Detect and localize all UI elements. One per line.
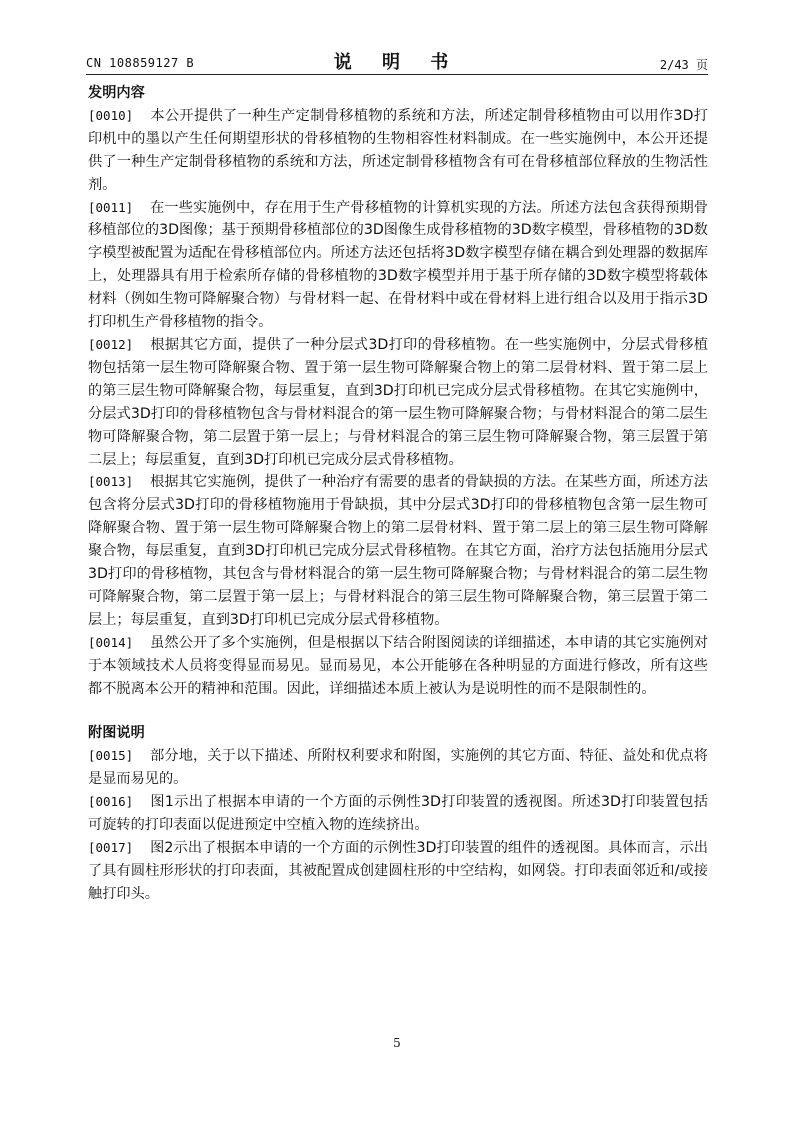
paragraph-text: 根据其它方面，提供了一种分层式3D打印的骨移植物。在一些实施例中，分层式骨移植物包括第一层生物可降解聚合物、置于第一层生物可降解聚合物上的第二层骨材料、置于第二层上的第三层生物可降解聚合物，每层重复，直到3D打印机已完成分层式骨移植物。在其它实施例中，分层式3D打印的骨移植物包含与骨材料混合的第一层生物可降解聚合物；与骨材料混合的第二层生物可降解聚合物，第二层置于第一层上；与骨材料混合的第三层生物可降解聚合物，第三层置于第二层上；每层重复，直到3D打印机已完成分层式骨移植物。 [88, 336, 708, 468]
section-gap [88, 700, 708, 722]
paragraph [88, 837, 708, 906]
paragraph-number: [0011] [88, 199, 134, 215]
patent-number: CN 108859127 B [86, 56, 195, 70]
paragraph [88, 105, 708, 197]
paragraph-number: [0010] [88, 107, 134, 123]
paragraph-number: [0013] [88, 474, 134, 490]
paragraph-text: 根据其它实施例，提供了一种治疗有需要的患者的骨缺损的方法。在某些方面，所述方法包含将分层式3D打印的骨移植物施用于骨缺损，其中分层式3D打印的骨移植物包含第一层生物可降解聚合物、置于第一层生物可降解聚合物上的第二层骨材料、置于第二层上的第三层生物可降解聚合物，每层重复，直到3D打印机已完成分层式骨移植物。在其它方面，治疗方法包括施用分层式3D打印的骨移植物，其包含与骨材料混合的第一层生物可降解聚合物；与骨材料混合的第二层生物可降解聚合物，第二层置于第一层上；与骨材料混合的第三层生物可降解聚合物，第三层置于第二层上；每层重复，直到3D打印机已完成分层式骨移植物。 [88, 474, 708, 628]
section-summary [88, 82, 708, 700]
page-number: 5 [393, 1036, 401, 1050]
paragraph [88, 334, 708, 471]
paragraph-number: [0012] [88, 336, 134, 352]
section-heading: 发明内容 [88, 85, 145, 101]
section-figures [88, 722, 708, 905]
paragraph-number: [0016] [88, 794, 134, 810]
page-header [86, 44, 708, 72]
paragraph-text: 部分地，关于以下描述、所附权利要求和附图，实施例的其它方面、特征、益处和优点将是显而易见的。 [88, 748, 708, 788]
paragraph-text: 图1示出了根据本申请的一个方面的示例性3D打印装置的透视图。所述3D打印装置包括可旋转的打印表面以促进预定中空植入物的连续挤出。 [88, 794, 708, 834]
page-info: 2/43 页 [659, 58, 708, 72]
paragraph-text: 本公开提供了一种生产定制骨移植物的系统和方法，所述定制骨移植物由可以用作3D打印机中的墨以产生任何期望形状的骨移植物的生物相容性材料制成。在一些实施例中，本公开还提供了一种生产定制骨移植物的系统和方法，所述定制骨移植物含有可在骨移植部位释放的生物活性剂。 [88, 107, 708, 193]
paragraph [88, 197, 708, 334]
paragraph-text: 图2示出了根据本申请的一个方面的示例性3D打印装置的组件的透视图。具体而言，示出了具有圆柱形形状的打印表面，其被配置成创建圆柱形的中空结构，如网袋。打印表面邻近和/或接触打印头。 [88, 840, 708, 902]
header-rule [86, 74, 708, 75]
paragraph-number: [0015] [88, 748, 134, 764]
section-heading: 附图说明 [88, 725, 145, 742]
paragraph-number: [0017] [88, 840, 134, 855]
document-body [88, 82, 708, 906]
paragraph [88, 632, 708, 701]
paragraph [88, 791, 708, 837]
paragraph-number: [0014] [88, 634, 134, 650]
paragraph [88, 745, 708, 791]
paragraph-text: 虽然公开了多个实施例，但是根据以下结合附图阅读的详细描述，本申请的其它实施例对于本领域技术人员将变得显而易见。显而易见，本公开能够在各种明显的方面进行修改，所有这些都不脱离本公开的精神和范围。因此，详细描述本质上被认为是说明性的而不是限制性的。 [88, 634, 708, 697]
paragraph [88, 471, 708, 631]
document-title: 说 明 书 [333, 52, 461, 73]
paragraph-text: 在一些实施例中，存在用于生产骨移植物的计算机实现的方法。所述方法包含获得预期骨移植部位的3D图像；基于预期骨移植部位的3D图像生成骨移植物的3D数字模型，骨移植物的3D数字模型被配置为适配在骨移植部位内。所述方法还包括将3D数字模型存储在耦合到处理器的数据库上，处理器具有用于检索所存储的骨移植物的3D数字模型并用于基于所存储的3D数字模型将载体材料（例如生物可降解聚合物）与骨材料一起、在骨材料中或在骨材料上进行组合以及用于指示3D打印机生产骨移植物的指令。 [88, 199, 708, 331]
